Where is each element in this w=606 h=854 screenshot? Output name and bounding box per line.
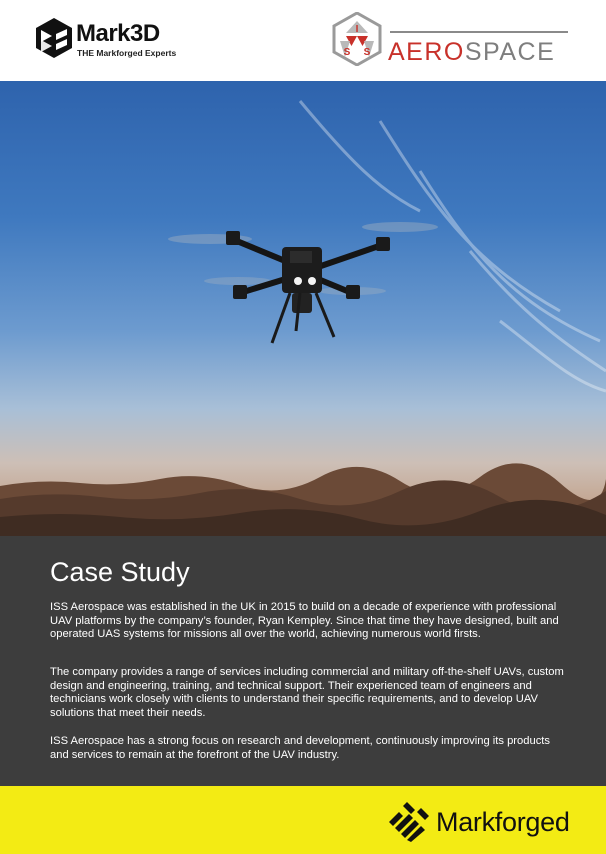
hero-drone-photo bbox=[0, 81, 606, 536]
mark3d-brand-name: Mark3D bbox=[76, 20, 160, 47]
iss-aerospace-logo bbox=[330, 12, 580, 72]
emblem-letter-left: S bbox=[343, 47, 351, 58]
emblem-letter-right: S bbox=[363, 47, 371, 58]
cirrus-clouds bbox=[300, 101, 606, 391]
markforged-logo-icon bbox=[389, 802, 433, 842]
mark3d-tagline: THE Markforged Experts bbox=[77, 48, 177, 58]
page-footer bbox=[0, 786, 606, 854]
case-study-title: Case Study bbox=[50, 557, 190, 587]
case-study-panel bbox=[0, 536, 606, 786]
wordmark-space: SPACE bbox=[464, 38, 556, 66]
mark3d-cube-icon bbox=[32, 16, 76, 60]
case-study-paragraph-3: ISS Aerospace has a strong focus on research and development, continuously improving its products and services to remain at the forefront of the UAV industry. bbox=[50, 735, 550, 761]
iss-hexagon-emblem bbox=[330, 12, 384, 66]
distant-treeline bbox=[0, 463, 606, 536]
markforged-wordmark: Markforged bbox=[436, 807, 570, 837]
drone-scene-illustration bbox=[0, 81, 606, 536]
aerospace-wordmark bbox=[388, 38, 555, 66]
logo-divider-line bbox=[390, 31, 568, 33]
mark3d-logo bbox=[32, 14, 192, 66]
case-study-paragraph-1: ISS Aerospace was established in the UK in 2015 to build on a decade of experience with professional UAV platforms by the company’s founder, Ryan Kempley. Since that time they have designed, built and operated UAS systems for missions all over the world, achieving numerous world firsts. bbox=[50, 601, 559, 641]
case-study-paragraph-2: The company provides a range of services including commercial and military off-the-shelf UAVs, custom design and engineering, training, and technical support. Their experienced team of engineers and technicians work closely with clients to understand their specific requirements, and to develop UAV solutions that meet their needs. bbox=[50, 666, 564, 719]
page-header bbox=[0, 0, 606, 81]
wordmark-aero: AERO bbox=[388, 38, 465, 66]
emblem-letter-top: I bbox=[355, 24, 359, 35]
quadcopter-drone bbox=[168, 222, 438, 343]
